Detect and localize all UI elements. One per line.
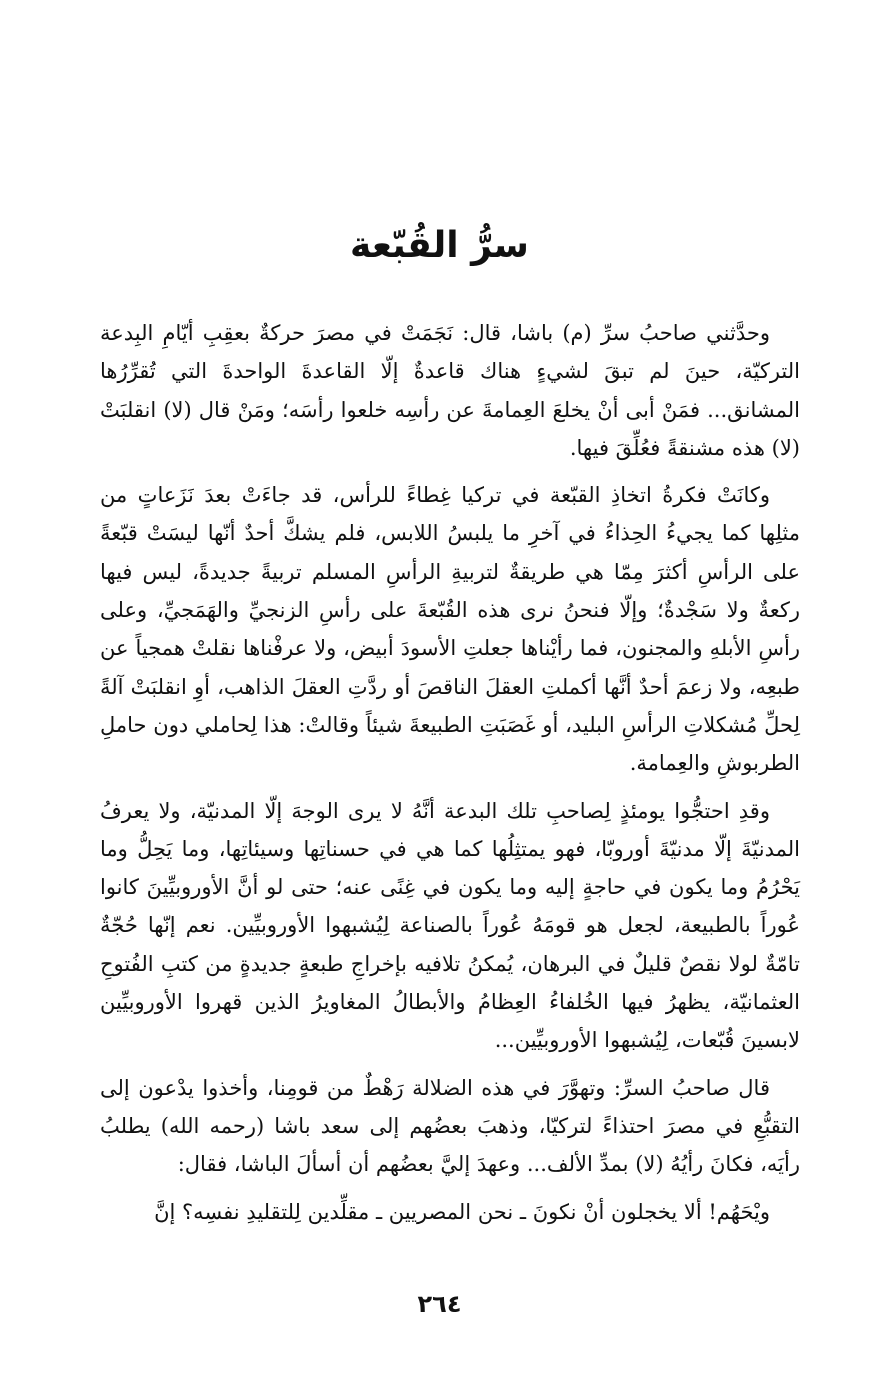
paragraph: وكانَتْ فكرةُ اتخاذِ القبّعة في تركيا غِطاءً للرأس، قد جاءَتْ بعدَ نَزَعاتٍ من مثلِها كما يجيءُ الحِذاءُ في آخرِ ما يلبسُ اللابس، فلم يشكَّ أحدٌ أنّها ليسَتْ قبّعةً على الرأسِ أكثرَ مِمّا هي طريقةٌ لتربيةِ الرأسِ المسلم تربيةً جديدةً، ليس فيها ركعةٌ ولا سَجْدةٌ؛ وإلّا فنحنُ نرى هذه القُبّعةَ على رأسِ الزنجيِّ والهَمَجيِّ، وعلى رأسِ الأبلهِ والمجنون، فما رأيْناها جعلتِ الأسودَ أبيض، ولا عرفْناها نقلتْ همجياً عن طبعِه، ولا زعمَ أحدٌ أنَّها أكملتِ العقلَ الناقصَ أو ردَّتِ العقلَ الذاهب، أوِ انقلبَتْ آلةً لِحلِّ مُشكلاتِ الرأسِ البليد، أو غَصَبَتِ الطبيعةَ شيئاً وقالتْ: هذا لِحاملي دون حاملِ الطربوشِ والعِمامة. xyxy=(100,483,800,776)
page-number: ٢٦٤ xyxy=(417,1290,462,1318)
chapter-title: سرُّ القُبّعة xyxy=(350,225,529,266)
paragraph: وقدِ احتجُّوا يومئذٍ لِصاحبِ تلك البدعة أنَّهُ لا يرى الوجهَ إلّا المدنيّة، ولا يعرفُ المدنيّةَ إلّا مدنيّةَ أوروبّا، فهو يمتثِلُها كما هي في حسناتِها وسيئاتِها، وما يَحِلُّ وما يَحْرُمُ وما يكون في حاجةٍ إليه وما يكون في غِنًى عنه؛ حتى لو أنَّ الأوروبيِّينَ كانوا عُوراً بالطبيعة، لجعل هو قومَهُ عُوراً بالصناعة لِيُشبهوا الأوروبيِّين. نعم إنّها حُجّةٌ تامّةٌ لولا نقصٌ قليلٌ في البرهان، يُمكنُ تلافيه بإخراجِ طبعةٍ جديدةٍ من كتبِ الفُتوحِ العثمانيّة، يظهرُ فيها الخُلفاءُ العِظامُ والأبطالُ المغاويرُ الذين قهروا الأوروبيِّين لابسينَ قُبّعات، لِيُشبهوا الأوروبيِّين... xyxy=(100,798,800,1053)
paragraph: قال صاحبُ السرِّ: وتهوَّرَ في هذه الضلالة رَهْطٌ من قومِنا، وأخذوا يدْعون إلى التقبُّعِ في مصرَ احتذاءً لتركيّا، وذهبَ بعضُهم إلى سعد باشا (رحمه الله) يطلبُ رأيَه، فكانَ رأيُهُ (لا) بمدِّ الألف... وعهدَ إليَّ بعضُهم أن أسألَ الباشا، فقال: xyxy=(100,1075,800,1177)
paragraph: وحدَّثني صاحبُ سرِّ (م) باشا، قال: نَجَمَتْ في مصرَ حركةٌ بعقِبِ أيّامِ البِدعة التركيّة، حينَ لم تبقَ لشيءٍ هناك قاعدةٌ إلّا القاعدةَ الواحدةَ التي تُقرِّرُها المشانق... فمَنْ أبى أنْ يخلعَ العِمامةَ عن رأسِه خلعوا رأسَه؛ ومَنْ قال (لا) انقلبَتْ (لا) هذه مشنقةً فعُلِّقَ فيها. xyxy=(100,321,800,460)
paragraph: ويْحَهُم! ألا يخجلون أنْ نكونَ ـ نحن المصريين ـ مقلِّدين لِلتقليدِ نفسِه؟ إنَّ xyxy=(154,1199,770,1224)
body-text xyxy=(100,314,800,1240)
